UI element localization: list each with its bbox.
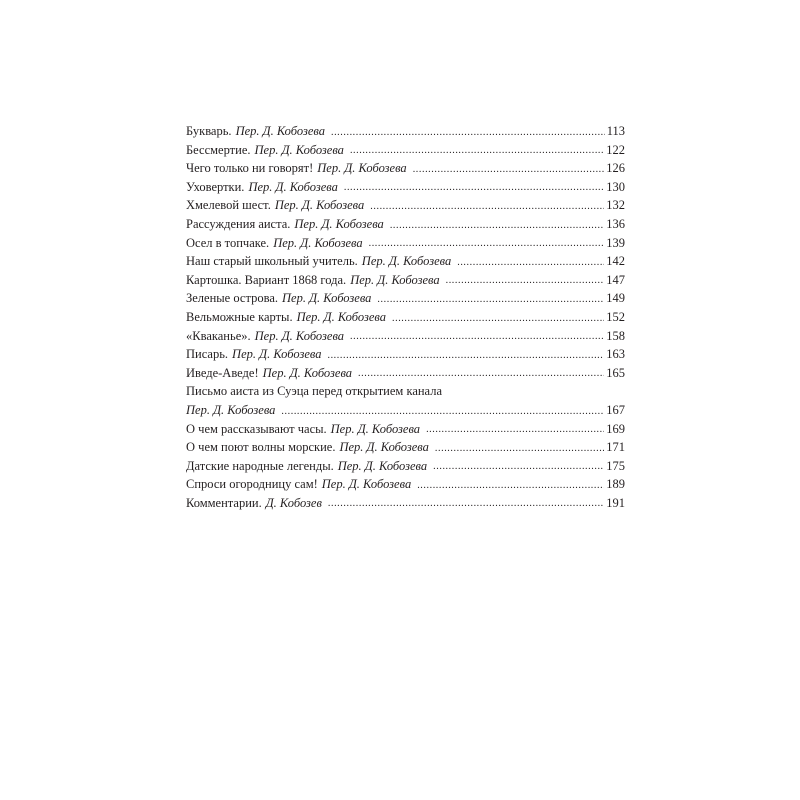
toc-entry-page: 158 — [606, 328, 625, 343]
toc-entry[interactable] — [186, 252, 625, 271]
toc-entry-author: Пер. Д. Кобозева — [361, 254, 452, 269]
toc-entry[interactable] — [186, 178, 625, 197]
toc-entry-author: Пер. Д. Кобозева — [296, 309, 386, 324]
dot-leader — [392, 308, 604, 327]
toc-entry-page: 191 — [606, 495, 625, 510]
toc-entry[interactable] — [186, 475, 625, 494]
toc-entry[interactable] — [186, 438, 625, 457]
toc-entry-page: 171 — [606, 440, 625, 455]
toc-entry-author: Пер. Д. Кобозева — [232, 347, 322, 362]
toc-entry-page: 136 — [606, 216, 625, 231]
toc-entry-author: Пер. Д. Кобозева — [321, 477, 412, 492]
toc-entry-page: 189 — [606, 477, 625, 492]
dot-leader — [350, 327, 604, 346]
toc-entry-page: 163 — [606, 347, 625, 362]
toc-entry-author: Пер. Д. Кобозева — [282, 291, 372, 306]
toc-entry-title: Уховертки. — [186, 179, 245, 194]
dot-leader — [370, 196, 604, 215]
toc-entry[interactable] — [186, 382, 625, 419]
toc-entry-title: Осел в топчаке. — [186, 235, 270, 250]
dot-leader — [435, 438, 604, 457]
dot-leader — [413, 159, 605, 178]
toc-entry-title: Датские народные легенды. — [186, 458, 334, 473]
toc-entry-author: Пер. Д. Кобозева — [235, 124, 325, 138]
toc-entry[interactable] — [186, 141, 625, 160]
toc-entry-author: Пер. Д. Кобозева — [317, 161, 407, 176]
toc-entry-title: Букварь. — [186, 124, 232, 138]
toc-entry[interactable] — [186, 327, 625, 346]
toc-entry-title: Писарь. — [186, 347, 229, 362]
toc-entry-author: Пер. Д. Кобозева — [337, 458, 428, 473]
toc-entry-author: Пер. Д. Кобозева — [339, 440, 429, 455]
toc-entry[interactable] — [186, 420, 625, 439]
toc-entry-author: Пер. Д. Кобозева — [273, 235, 363, 250]
toc-entry-page: 122 — [606, 142, 625, 157]
toc-entry-title: О чем рассказывают часы. — [186, 421, 327, 436]
dot-leader — [328, 494, 604, 513]
toc-entry-page: 149 — [606, 291, 625, 306]
dot-leader — [350, 141, 604, 160]
toc-entry[interactable] — [186, 308, 625, 327]
toc-entry-title: Наш старый школьный учитель. — [186, 254, 358, 269]
toc-entry-title: Комментарии. — [186, 495, 262, 510]
toc-entry-page: 132 — [606, 198, 625, 213]
toc-entry[interactable] — [186, 345, 625, 364]
toc-entry-page: 147 — [606, 272, 625, 287]
toc-entry[interactable] — [186, 271, 625, 290]
toc-entry-title: Бессмертие. — [186, 142, 251, 157]
toc-entry-title: Хмелевой шест. — [186, 198, 271, 213]
toc-entry-page: 175 — [606, 458, 625, 473]
toc-entry-author: Пер. Д. Кобозева — [254, 328, 345, 343]
dot-leader — [446, 271, 605, 290]
toc-entry-title: Картошка. Вариант 1868 года. — [186, 272, 347, 287]
toc-entry[interactable] — [186, 159, 625, 178]
toc-entry-title: Письмо аиста из Суэца перед открытием канала — [186, 384, 443, 399]
dot-leader — [390, 215, 604, 234]
dot-leader — [377, 289, 604, 308]
dot-leader — [331, 122, 605, 141]
toc-entry-author: Д. Кобозев — [265, 495, 322, 510]
toc-entry-author: Пер. Д. Кобозева — [262, 365, 353, 380]
toc-entry[interactable] — [186, 364, 625, 383]
dot-leader — [417, 475, 604, 494]
toc-entry-author: Пер. Д. Кобозева — [186, 402, 276, 417]
table-of-contents — [186, 122, 625, 512]
dot-leader — [426, 420, 604, 439]
toc-entry-author: Пер. Д. Кобозева — [254, 142, 344, 157]
toc-entry-title: Иведе-Аведе! — [186, 365, 259, 380]
toc-entry[interactable] — [186, 289, 625, 308]
toc-entry[interactable] — [186, 457, 625, 476]
toc-entry[interactable] — [186, 234, 625, 253]
toc-entry-page: 139 — [606, 235, 625, 250]
toc-entry-page: 142 — [606, 254, 625, 269]
toc-entry-second-line — [186, 401, 625, 420]
toc-entry-author: Пер. Д. Кобозева — [350, 272, 440, 287]
toc-entry-author: Пер. Д. Кобозева — [248, 179, 338, 194]
dot-leader — [344, 178, 604, 197]
toc-entry-page: 130 — [606, 179, 625, 194]
toc-entry-page: 169 — [606, 421, 625, 436]
toc-entry-title: Зеленые острова. — [186, 291, 278, 306]
dot-leader — [358, 364, 604, 383]
dot-leader — [457, 252, 604, 271]
toc-entry-title: Вельможные карты. — [186, 309, 293, 324]
dot-leader — [369, 234, 605, 253]
toc-entry[interactable] — [186, 122, 625, 141]
toc-entry-author: Пер. Д. Кобозева — [274, 198, 365, 213]
toc-entry-title: Спроси огородницу сам! — [186, 477, 318, 492]
toc-entry-author: Пер. Д. Кобозева — [294, 216, 384, 231]
toc-entry-page: 167 — [606, 402, 625, 417]
toc-entry-title: «Кваканье». — [186, 328, 251, 343]
toc-entry[interactable] — [186, 196, 625, 215]
toc-entry-author: Пер. Д. Кобозева — [330, 421, 421, 436]
toc-entry[interactable] — [186, 215, 625, 234]
toc-entry-title: О чем поют волны морские. — [186, 440, 336, 455]
toc-entry-page: 113 — [606, 124, 625, 138]
toc-entry-page: 152 — [606, 309, 625, 324]
toc-entry-title: Рассуждения аиста. — [186, 216, 291, 231]
toc-entry[interactable] — [186, 494, 625, 513]
toc-entry-page: 165 — [606, 365, 625, 380]
dot-leader — [281, 401, 604, 420]
dot-leader — [327, 345, 604, 364]
toc-entry-page: 126 — [606, 161, 625, 176]
toc-entry-title: Чего только ни говорят! — [186, 161, 314, 176]
dot-leader — [433, 457, 604, 476]
